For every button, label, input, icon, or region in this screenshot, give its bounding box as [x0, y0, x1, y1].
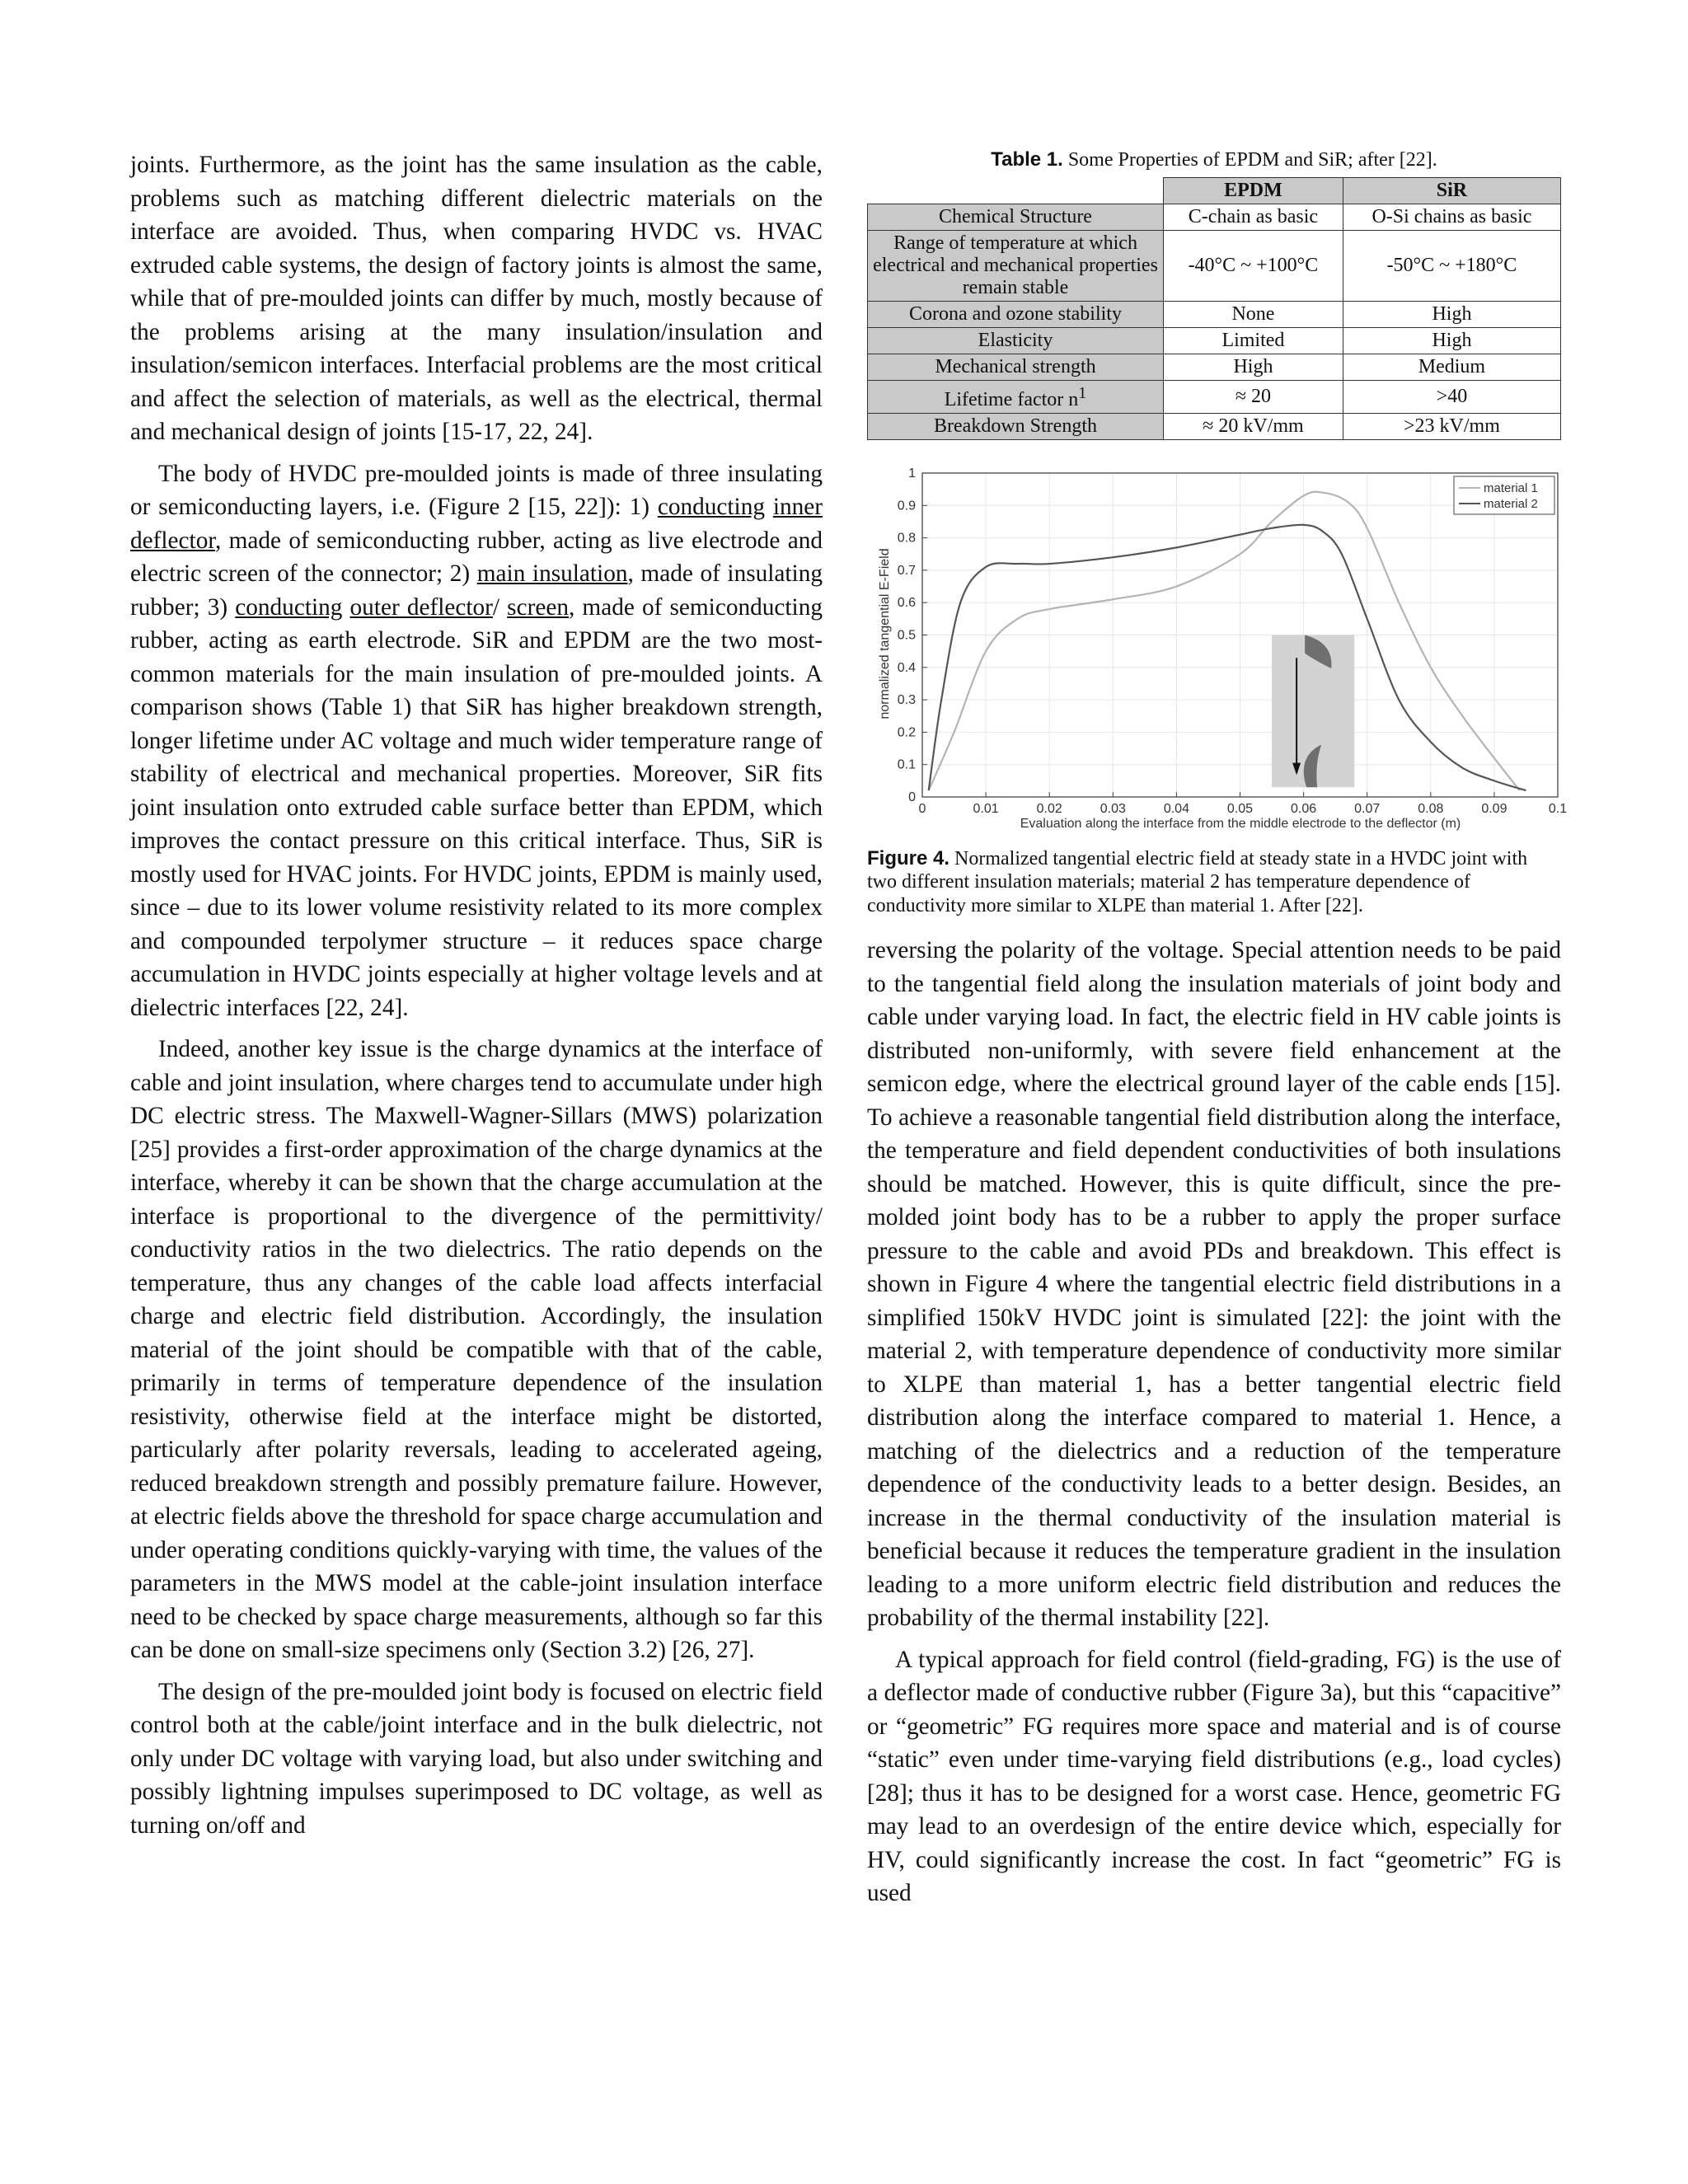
property-cell: Chemical Structure [868, 204, 1164, 230]
x-tick-label: 0.06 [1291, 801, 1317, 816]
paragraph-charge-dynamics: Indeed, another key issue is the charge dynamics at the interface of cable and joint insulation, where charges tend to accumulate under high DC electric stress. The Maxwell-Wagner-Sillars (MWS) polarization [25] provides a first-order approximation of the charge dynamics at the interface, whereby it can be shown that the charge accumulation at the interface is proportional to the divergence of the permittivity/ conductivity ratios in the two dielectrics. The ratio depends on the temperature, thus any changes of the cable load affects interfacial charge and electric field distribution. Accordingly, the insulation material of the joint should be compatible with that of the cable, primarily in terms of temperature dependence of the insulation resistivity, otherwise field at the interface might be distorted, particularly after polarity reversals, leading to accelerated ageing, reduced breakdown strength and possibly premature failure. However, at electric fields above the threshold for space charge accumulation and under operating conditions quickly-varying with time, the values of the parameters in the MWS model at the cable-joint insulation interface need to be checked by space charge measurements, although so far this can be done on small-size specimens only (Section 3.2) [26, 27]. [130, 1036, 823, 1663]
figure-caption [867, 847, 1561, 918]
figure-label: Figure 4. [867, 846, 950, 869]
epdm-cell: C-chain as basic [1164, 204, 1343, 230]
sir-cell: >23 kV/mm [1343, 413, 1560, 439]
y-tick-label: 0.3 [897, 692, 916, 707]
x-tick-label: 0.1 [1548, 801, 1568, 816]
y-tick-label: 1 [908, 466, 916, 480]
y-axis-label: normalized tangential E-Field [878, 547, 892, 719]
sir-cell: >40 [1343, 380, 1560, 413]
y-tick-label: 0.6 [897, 595, 916, 610]
epdm-cell: -40°C ~ +100°C [1164, 230, 1343, 301]
y-tick-label: 0 [908, 790, 916, 804]
header-epdm: EPDM [1164, 177, 1343, 204]
sir-cell: High [1343, 327, 1560, 354]
left-column [130, 148, 823, 1842]
property-cell [868, 380, 1164, 413]
table-caption [867, 148, 1561, 172]
x-tick-label: 0.04 [1163, 801, 1189, 816]
x-tick-label: 0.09 [1481, 801, 1507, 816]
table-row [868, 230, 1561, 301]
property-cell: Range of temperature at which electrical and mechanical properties remain stable [868, 230, 1164, 301]
x-tick-label: 0.08 [1418, 801, 1444, 816]
sir-cell: Medium [1343, 354, 1560, 380]
header-sir: SiR [1343, 177, 1560, 204]
table-row [868, 204, 1561, 230]
epdm-cell: ≈ 20 kV/mm [1164, 413, 1343, 439]
x-tick-label: 0.01 [973, 801, 999, 816]
table-corner [868, 177, 1164, 204]
y-tick-label: 0.9 [897, 498, 916, 513]
sir-cell: -50°C ~ +180°C [1343, 230, 1560, 301]
text-run: , made of semiconducting rubber, acting as live electrode and electric screen of the connector; 2) [130, 527, 823, 587]
underlined-term: conducting [235, 593, 343, 621]
epdm-cell: None [1164, 301, 1343, 327]
text-run [765, 494, 773, 520]
x-tick-label: 0.07 [1354, 801, 1381, 816]
figure-4-plot [867, 465, 1568, 844]
underlined-term: outer deflector [349, 593, 493, 621]
y-tick-label: 0.7 [897, 563, 916, 578]
right-column [867, 148, 1568, 1910]
underlined-term: main insulation [476, 560, 628, 587]
underlined-term: conducting [657, 494, 765, 520]
text-run: / [492, 593, 508, 621]
table-row [868, 327, 1561, 354]
properties-table [867, 177, 1561, 440]
table-row [868, 413, 1561, 439]
y-tick-label: 0.5 [897, 628, 916, 642]
underlined-term: inner deflector [130, 494, 823, 554]
table-label: Table 1. [991, 148, 1063, 171]
text-run [342, 594, 349, 621]
sir-cell: O-Si chains as basic [1343, 204, 1560, 230]
sir-cell: High [1343, 301, 1560, 327]
y-tick-label: 0.8 [897, 531, 916, 546]
epdm-cell: ≈ 20 [1164, 380, 1343, 413]
property-cell: Mechanical strength [868, 354, 1164, 380]
y-tick-label: 0.2 [897, 724, 916, 739]
table-row [868, 301, 1561, 327]
table-row [868, 380, 1561, 413]
paragraph-design: The design of the pre-moulded joint body is focused on electric field control both at the cable/joint interface and in the bulk dielectric, not only under DC voltage with varying load, but also under switching and possibly lightning impulses superimposed to DC voltage, as well as turning on/off and [130, 1678, 823, 1839]
figure-caption-text: Normalized tangential electric field at steady state in a HVDC joint with two different insulation materials; material 2 has temperature dependence of conductivity more similar to XLPE than material 1. After [22]. [867, 847, 1528, 916]
epdm-cell: Limited [1164, 327, 1343, 354]
y-tick-label: 0.1 [897, 757, 916, 772]
underlined-term: screen [507, 593, 569, 621]
x-tick-label: 0.05 [1226, 801, 1254, 816]
table-row [868, 354, 1561, 380]
text-run: The body of HVDC pre-moulded joints is made of three insulating or semiconducting layers, i.e. (Figure 2 [15, 22]): 1) [130, 460, 823, 520]
y-tick-label: 0.4 [897, 660, 916, 675]
property-cell: Corona and ozone stability [868, 301, 1164, 327]
x-axis-label: Evaluation along the interface from the middle electrode to the deflector (m) [1020, 816, 1461, 831]
x-tick-label: 0.03 [1100, 801, 1126, 816]
footnote-mark: 1 [1078, 383, 1087, 402]
line-chart [867, 465, 1568, 844]
x-tick-label: 0.02 [1036, 801, 1062, 816]
epdm-cell: High [1164, 354, 1343, 380]
legend-label: material 1 [1484, 480, 1538, 495]
property-cell: Elasticity [868, 327, 1164, 354]
paragraph-joints: joints. Furthermore, as the joint has the same insulation as the cable, problems such as matching different dielectric materials on the interface are avoided. Thus, when comparing HVDC vs. HVAC extruded cable systems, the design of factory joints is almost the same, while that of pre-moulded joints can differ by much, mostly because of the problems arising at the many insulation/insulation and insulation/semicon interfaces. Interfacial problems are the most critical and affect the selection of materials, as well as the electrical, thermal and mechanical design of joints [15-17, 22, 24]. [130, 152, 823, 445]
text-run: , made of insulating rubber; 3) [130, 560, 823, 621]
property-text: Lifetime factor n [944, 388, 1079, 410]
legend-label: material 2 [1484, 496, 1538, 511]
paragraph-field-control: A typical approach for field control (field-grading, FG) is the use of a deflector made of conductive rubber (Figure 3a), but this “capacitive” or “geometric” FG requires more space and material and is of course “static” even under time-varying field distributions (e.g., load cycles) [28]; thus it has to be designed for a worst case. Hence, geometric FG may lead to an overdesign of the entire device which, especially for HV, could significantly increase the cost. In fact “geometric” FG is used [867, 1646, 1561, 1906]
property-cell: Breakdown Strength [868, 413, 1164, 439]
x-tick-label: 0 [918, 801, 926, 816]
text-run: , made of semiconducting rubber, acting as earth electrode. SiR and EPDM are the two most-common materials for the main insulation of pre-moulded joints. A comparison shows (Table 1) that SiR has higher breakdown strength, longer lifetime under AC voltage and much wider temperature range of stability of electrical and mechanical properties. Moreover, SiR fits joint insulation onto extruded cable surface better than EPDM, which improves the contact pressure on this critical interface. Thus, SiR is mostly used for HVAC joints. For HVDC joints, EPDM is mainly used, since – due to its lower volume resistivity related to its more complex and compounded terpolymer structure – it reduces space charge accumulation in HVDC joints especially at higher voltage levels and at dielectric interfaces [22, 24]. [130, 593, 823, 1021]
paragraph-tangential-field: reversing the polarity of the voltage. Special attention needs to be paid to the tangential field along the insulation materials of joint body and cable under varying load. In fact, the electric field in HV cable joints is distributed non-uniformly, with severe field enhancement at the semicon edge, where the electrical ground layer of the cable ends [15]. To achieve a reasonable tangential field distribution along the interface, the temperature and field dependent conductivities of both insulations should be matched. However, this is quite difficult, since the pre-molded joint body has to be a rubber to apply the proper surface pressure to the cable and avoid PDs and breakdown. This effect is shown in Figure 4 where the tangential electric field distributions in a simplified 150kV HVDC joint is simulated [22]: the joint with the material 2, with temperature dependence of conductivity more similar to XLPE than material 1, has a better tangential electric field distribution along the interface compared to material 1. Hence, a matching of the dielectrics and a reduction of the temperature dependence of the conductivity leads to a better design. Besides, an increase in the thermal conductivity of the insulation material is beneficial because it reduces the temperature gradient in the insulation leading to a more uniform electric field distribution and reduces the probability of the thermal instability [22]. [867, 937, 1561, 1631]
table-caption-text: Some Properties of EPDM and SiR; after [22]. [1062, 149, 1437, 171]
paragraph-joint-body [130, 457, 823, 1025]
